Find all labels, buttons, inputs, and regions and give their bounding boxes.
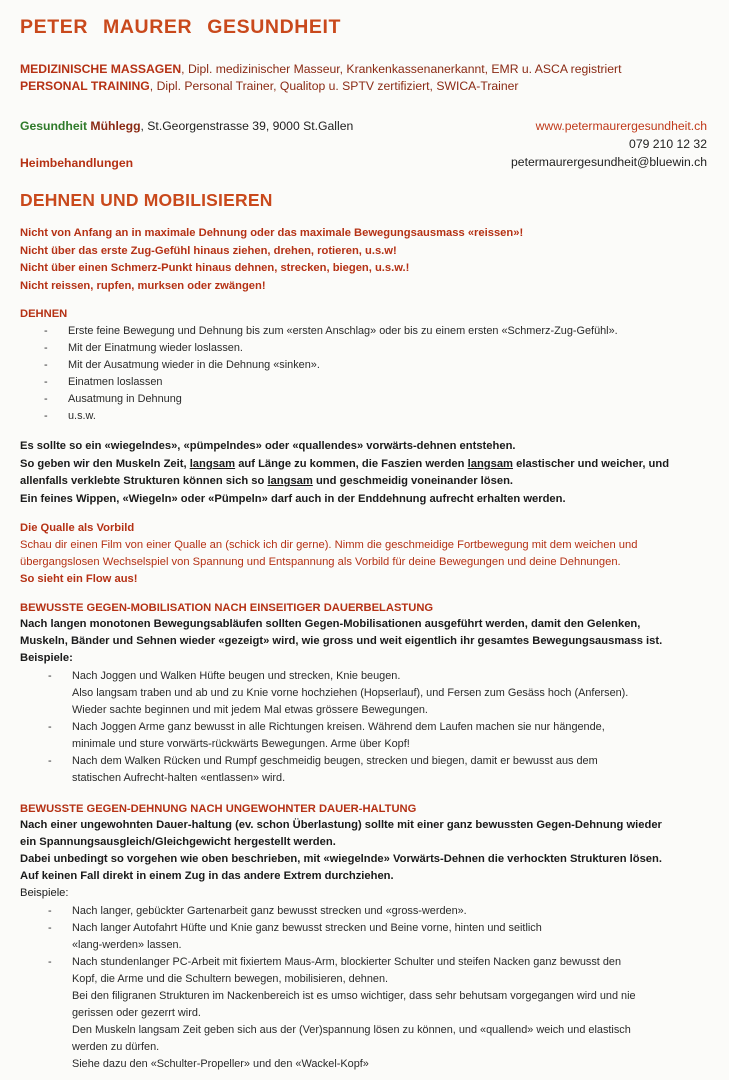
- dehnen-heading: DEHNEN: [20, 308, 68, 321]
- contact-block: [20, 117, 707, 172]
- list-item: - u.s.w.: [20, 408, 707, 425]
- home-treatments: Heimbehandlungen: [20, 156, 134, 170]
- list-item: - Einatmen loslassen: [20, 374, 707, 391]
- gegendehnung-heading: BEWUSSTE GEGEN-DEHNUNG NACH UNGEWOHNTER DAUER-HALTUNG: [20, 803, 417, 815]
- paragraph-line: So geben wir den Muskeln Zeit, langsam auf Länge zu kommen, die Faszien werden langsam elastischer und weicher, und: [20, 457, 670, 470]
- list-item: - Mit der Einatmung wieder loslassen.: [20, 340, 707, 357]
- website-link[interactable]: www.petermaurergesundheit.ch: [535, 119, 707, 133]
- contact-column: [511, 117, 707, 172]
- qualle-text: Schau dir einen Film von einer Qualle an (schick ich dir gerne). Nimm die geschmeidige Fortbewegung mit dem weichen und übergangslosen Wechselspiel von Spannung und Entspannung als Vorbild für deine Bewegungen und deine Dehnungen.: [20, 539, 638, 568]
- dehnen-explanation: [20, 438, 707, 508]
- qualle-flow: So sieht ein Flow aus!: [20, 573, 138, 585]
- service-massage: MEDIZINISCHE MASSAGEN, Dipl. medizinischer Masseur, Krankenkassenanerkannt, EMR u. ASCA registriert: [20, 62, 622, 76]
- address-line: Gesundheit Mühlegg, St.Georgenstrasse 39, 9000 St.Gallen: [20, 119, 354, 133]
- intro-line: Nicht über einen Schmerz-Punkt hinaus dehnen, strecken, biegen, u.s.w.!: [20, 262, 410, 275]
- qualle-heading: Die Qualle als Vorbild: [20, 522, 135, 534]
- mobilisation-text: Nach langen monotonen Bewegungsabläufen sollten Gegen-Mobilisationen ausgeführt werden, damit den Gelenken, Muskeln, Bänder und Sehnen wieder «gezeigt» wird, wie gross und weit eigentlich ihr gesamtes Bewegungsausmass ist. Beispiele:: [20, 616, 707, 667]
- gegendehnung-text: Nach einer ungewohnten Dauer-haltung (ev. schon Überlastung) sollte mit einer ganz bewussten Gegen-Dehnung wieder ein Spannungsausgleich/Gleichgewicht hergestellt werden. Dabei unbedingt so vorgehen wie oben beschrieben, mit «wiegelnde» Vorwärts-Dehnen die verhockten Strukturen lösen. Auf keinen Fall direkt in einem Zug in das andere Extrem durchziehen.: [20, 819, 662, 882]
- list-item: - Nach dem Walken Rücken und Rumpf geschmeidig beugen, strecken und biegen, damit er bewusst aus dem statischen Aufrecht-halten «entlassen» wird.: [20, 753, 707, 787]
- mobilisation-list: [20, 668, 707, 787]
- list-item: - Nach langer, gebückter Gartenarbeit ganz bewusst strecken und «gross-werden».: [20, 903, 707, 920]
- examples-label: Beispiele:: [20, 887, 69, 899]
- list-item: - Mit der Ausatmung wieder in die Dehnung «sinken».: [20, 357, 707, 374]
- paragraph-line: Es sollte so ein «wiegelndes», «pümpelndes» oder «quallendes» vorwärts-dehnen entstehen.: [20, 440, 516, 453]
- brand-title: PETER MAURER GESUNDHEIT: [20, 16, 342, 38]
- service-training: PERSONAL TRAINING, Dipl. Personal Trainer, Qualitop u. SPTV zertifiziert, SWICA-Trainer: [20, 79, 519, 93]
- paragraph-line: Ein feines Wippen, «Wiegeln» oder «Pümpeln» darf auch in der Enddehnung aufrecht erhalten werden.: [20, 492, 566, 505]
- phone-number: 079 210 12 32: [629, 137, 707, 151]
- mobilisation-heading: BEWUSSTE GEGEN-MOBILISATION NACH EINSEITIGER DAUERBELASTUNG: [20, 602, 434, 614]
- list-item: - Ausatmung in Dehnung: [20, 391, 707, 408]
- list-item: - Erste feine Bewegung und Dehnung bis zum «ersten Anschlag» oder bis zu einem ersten «Schmerz-Zug-Gefühl».: [20, 323, 707, 340]
- list-item: - Nach stundenlanger PC-Arbeit mit fixiertem Maus-Arm, blockierter Schulter und steifen Nacken ganz bewusst den Kopf, die Arme und die Schultern bewegen, mobilisieren, dehnen. Bei den filigranen Strukturen im Nackenbereich ist es umso wichtiger, dass sehr behutsam vorgegangen wird und nie gerissen oder gezerrt wird. Den Muskeln langsam Zeit geben sich aus der (Ver)spannung lösen zu können, und «quallend» weich und elastisch werden zu dürfen. Siehe dazu den «Schulter-Propeller» und den «Wackel-Kopf»: [20, 954, 707, 1073]
- intro-line: Nicht von Anfang an in maximale Dehnung oder das maximale Bewegungsausmass «reissen»!: [20, 227, 524, 239]
- address-column: [20, 117, 400, 172]
- intro-rules: [20, 225, 707, 295]
- email-address[interactable]: petermaurergesundheit@bluewin.ch: [511, 155, 707, 169]
- page-title: DEHNEN UND MOBILISIEREN: [20, 190, 273, 210]
- list-item: - Nach langer Autofahrt Hüfte und Knie ganz bewusst strecken und Beine vorne, hinten und seitlich «lang-werden» lassen.: [20, 920, 707, 954]
- list-item: - Nach Joggen und Walken Hüfte beugen und strecken, Knie beugen. Also langsam traben und ab und zu Knie vorne hochziehen (Hopserlauf), und Fersen zum Gesäss hoch (Anfersen). Wieder sachte beginnen und mit jedem Mal etwas grössere Bewegungen.: [20, 668, 707, 719]
- gegendehnung-list: [20, 903, 707, 1073]
- intro-line: Nicht reissen, rupfen, murksen oder zwängen!: [20, 279, 266, 292]
- intro-line: Nicht über das erste Zug-Gefühl hinaus ziehen, drehen, rotieren, u.s.w!: [20, 244, 397, 257]
- paragraph-line: allenfalls verklebte Strukturen können sich so langsam und geschmeidig voneinander lösen.: [20, 475, 514, 488]
- examples-label: Beispiele:: [20, 652, 73, 664]
- dehnen-list: [20, 323, 707, 425]
- services-block: [20, 61, 707, 95]
- list-item: - Nach Joggen Arme ganz bewusst in alle Richtungen kreisen. Während dem Laufen machen sie nur hängende, minimale und sture vorwärts-rückwärts Bewegungen. Arme über Kopf!: [20, 719, 707, 753]
